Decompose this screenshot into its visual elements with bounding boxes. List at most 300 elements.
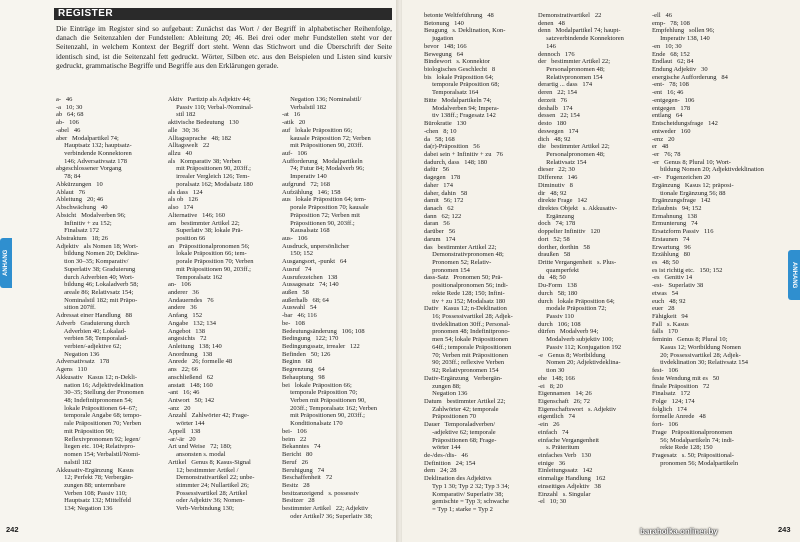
index-line: das bestimmter Artikel 22; <box>424 243 497 251</box>
index-line: -at 16 <box>282 111 301 119</box>
intro-paragraph: Die Einträge im Register sind so aufgebaut: Zunächst das Wort / der Begriff in alphabetischer Reihenfolge, danach die Seitenzahlen der Fundstellen: Ableitung 20; 46. Bei drei oder mehr Fundstellen steht vor der Seitenzahl, in welchem Kontext der Begriff dort steht. Wenn das Stichwort und die Überschrift der Seite identisch sind, ist die Seitenzahl fett gedruckt. Wörter, Silben etc. aus den Beispielen und Listen sind kursiv gedruckt, grammatische Begriffe und Begriffe aus den Erklärungen gerade. <box>56 24 392 70</box>
index-line: rekte Rede 128; 150; Infini- <box>424 289 505 297</box>
index-line: -er- Fugenzeichen 20 <box>652 174 711 182</box>
index-line: Bürokratie 130 <box>424 120 467 128</box>
index-line: Erwartung 96 <box>652 243 691 251</box>
index-line: anderer 36 <box>168 288 199 296</box>
index-line: Finalsatz 172 <box>652 390 691 398</box>
index-line: damit 56; 172 <box>424 197 464 205</box>
index-line: Adverbien 40; Lokalad- <box>56 327 127 335</box>
index-line: modale Präposition 72; <box>538 305 607 313</box>
index-line: einfach 74 <box>538 428 569 436</box>
index-line: betonte Weltfeführung 48 <box>424 12 494 19</box>
index-line: formelle Anrede 48 <box>652 413 706 421</box>
index-line: Abschwächung 40 <box>56 204 108 212</box>
index-line: Appell 138 <box>168 427 201 435</box>
index-line: Besitzer 28 <box>282 497 315 505</box>
index-line: Bedeutungsänderung 106; 108 <box>282 327 365 335</box>
index-line: -ei 8; 20 <box>538 382 563 390</box>
index-line: dann 62; 122 <box>424 212 462 220</box>
index-line: Adversativsatz 178 <box>56 358 110 366</box>
index-line: Personalpronomen 48; <box>538 66 605 74</box>
section-tab-right: ANHANG <box>788 250 800 300</box>
index-line: ab- 106 <box>56 119 79 127</box>
index-line: positionalpronomen 56; indi- <box>424 282 508 290</box>
index-line: direktes Objekt s. Akkusativ- <box>538 204 618 212</box>
index-column-2 <box>168 96 278 526</box>
index-line: Passiv 110 <box>538 313 574 321</box>
index-line: de-/des-/dis- 46 <box>424 451 468 459</box>
index-line: -chen 8; 10 <box>424 127 457 135</box>
watermark: baraholka.onliner.by <box>640 527 718 536</box>
index-line: abgeschlossener Vorgang <box>56 165 122 173</box>
index-line: Aufzählung 146; 158 <box>282 188 341 196</box>
index-line: Bedingungssatz, irrealer 122 <box>282 343 360 350</box>
index-line: Anfang 152 <box>168 312 203 320</box>
index-line: nalstil 182 <box>56 458 92 466</box>
index-line: mit Präpositionen 90, 203ff.; <box>168 265 251 273</box>
index-line: 30–35; Stellung der Pronomen <box>56 389 144 397</box>
index-line: lokale Präpositionen 64–67; <box>56 404 138 412</box>
index-line: Bekanntes 74 <box>282 443 321 451</box>
index-line: 64ff.; temporale Präpositionen <box>424 343 512 351</box>
index-line: Adjektiv als Nomen 18; Wort- <box>56 242 139 250</box>
index-line: finale Präposition 72 <box>652 382 710 390</box>
index-line: -en 10; 30 <box>652 42 682 50</box>
index-line: Aussagesatz 74; 140 <box>282 281 339 289</box>
index-line: an- 106 <box>168 281 191 289</box>
index-line: dass-Satz Pronomen 50; Prä- <box>424 274 503 282</box>
index-line: Anleitung 138; 140 <box>168 343 222 350</box>
index-line: Eigenschaft 26; 72 <box>538 397 590 405</box>
index-line: bei lokale Präposition 66; <box>282 381 352 389</box>
index-column-1 <box>56 96 164 526</box>
index-line: Befinden 50; 126 <box>282 350 331 358</box>
index-line: Antwort 50; 142 <box>168 397 215 405</box>
index-line: tivdeklination 30ff.; Personal- <box>424 320 511 328</box>
index-line: -atik 20 <box>282 119 306 127</box>
index-line: -ent- 78; 108 <box>652 81 689 89</box>
index-line: Ausgangsort, -punkt 64 <box>282 258 347 266</box>
index-line: mit Präpositionen 90, 203ff. <box>282 142 364 150</box>
index-line: liegen etc. 104; Relativpro- <box>56 443 136 451</box>
index-line: Beschaffenheit 72 <box>282 474 333 482</box>
index-line: 203ff.; Temporalsatz 162; Verben <box>282 404 378 412</box>
index-line: Adverb Graduierung durch <box>56 319 130 327</box>
index-line: deren 22; 154 <box>538 89 577 97</box>
index-line: 16; Possessivartikel 28; Adjek- <box>424 313 513 321</box>
index-line: der bestimmter Artikel 22; <box>538 58 611 66</box>
index-line: Präpositionen 68; Frage- <box>424 436 497 444</box>
index-line: bis lokale Präposition 64; <box>424 73 494 81</box>
index-line: pronomen 48; Indefinitprono- <box>424 328 510 336</box>
index-line: oder Adjektiv 36; Nomen- <box>168 497 245 505</box>
index-line: -est- Superlativ 38 <box>652 282 704 290</box>
index-line: da(r)-Präposition 56 <box>424 143 480 151</box>
index-line: 12; Perfekt 78; Verbergän- <box>56 474 134 482</box>
index-line: außerhalb 68; 64 <box>282 296 329 304</box>
section-tab-left: ANHANG <box>0 238 12 288</box>
index-line: fest- 106 <box>652 367 679 375</box>
index-line: Dauer Temporaladverben/ <box>424 421 496 429</box>
index-line: verbien 58; Temporalad- <box>56 335 129 343</box>
index-line: einmalige Handlung 162 <box>538 475 606 483</box>
index-line: ansonsten s. modal <box>168 451 226 459</box>
index-line: Behauptung 98 <box>282 373 325 381</box>
index-line: Andauerndes 76 <box>168 296 214 304</box>
index-column-4 <box>424 12 534 526</box>
index-line: Finalsatz 172 <box>56 227 99 235</box>
index-line: besitzanzeigend s. possessiv <box>282 489 359 497</box>
index-line: einfaches Verb 130 <box>538 451 591 459</box>
index-line: Hauptsatz 132; hauptsatz- <box>56 142 132 150</box>
index-line: Erstaunen 74 <box>652 235 690 243</box>
index-line: rekte Rede 128; 150 <box>652 444 713 452</box>
index-line: deshalb 174 <box>538 104 573 112</box>
index-line: -ar/-är 20 <box>168 435 196 443</box>
index-line: Abkürzungen 10 <box>56 180 103 188</box>
index-line: quamperfekt <box>538 266 579 274</box>
index-line: Personalpronomen 48; <box>538 150 605 158</box>
index-line: eigentlich 74 <box>538 413 576 421</box>
index-line: desto 180 <box>538 120 567 128</box>
index-line: oder Artikel? 36; Superlativ 38; <box>282 512 373 520</box>
index-line: euer 28 <box>652 305 675 313</box>
page-title: REGISTER <box>58 8 114 19</box>
index-line: s. Präteritum <box>538 444 580 452</box>
index-line: daher 174 <box>424 181 454 189</box>
index-line: Differenz 146 <box>538 174 578 182</box>
index-line: Ende 68; 152 <box>652 50 690 58</box>
index-line: 146 <box>538 42 556 50</box>
index-line: Entscheidungsfrage 142 <box>652 120 718 128</box>
index-line: zungen 88; unternnbare <box>56 481 126 489</box>
index-line: Ausdruck, unpersönlicher <box>282 242 350 250</box>
index-line: 146; Adversativsatz 178 <box>56 157 127 165</box>
index-line: Anrede 26; formelle 48 <box>168 358 233 366</box>
index-line: tiv + zu 152; Modalsatz 180 <box>424 297 506 305</box>
index-line: anstatt 148; 160 <box>168 381 213 389</box>
index-line: -e Genus 8; Wortbildung <box>538 351 606 359</box>
index-line: Nominalstil 182; mit Präpo- <box>56 296 138 304</box>
index-line: wörter 144 <box>424 444 461 452</box>
index-line: bestimmter Artikel 22; Adjektiv <box>282 505 369 513</box>
index-line: Endlaut 62; 84 <box>652 58 694 66</box>
index-line: Nomen 20; Adjektivdeklina- <box>538 359 621 367</box>
index-line: darüber 56 <box>424 228 456 236</box>
index-line: Abstraktum 18; 26 <box>56 234 108 242</box>
index-line: pronomen 56; Modalpartikeln <box>652 459 739 467</box>
index-line: Besitz 28 <box>282 481 310 489</box>
index-line: -es Genitiv 14 <box>652 274 693 282</box>
index-line: einige 36 <box>538 459 566 467</box>
index-line: am bestimmter Artikel 22; <box>168 219 240 227</box>
index-line: Typ 1 30; Typ 2 32; Typ 3 34; <box>424 482 510 490</box>
index-line: 48; Indefinitpronomen 54; <box>56 397 133 405</box>
index-line: denen 48 <box>538 19 565 27</box>
index-line: doch 74; 178 <box>538 220 576 228</box>
index-line: folglich 174 <box>652 405 687 413</box>
index-line: Dritte Vergangenheit s. Plus- <box>538 259 617 266</box>
index-line: dürfen Modalverb 94; <box>538 328 599 336</box>
index-line: direkte Frage 142 <box>538 197 588 205</box>
index-line: Bedingung 122; 170 <box>282 335 339 343</box>
index-line: a- 46 <box>56 96 73 103</box>
index-line: daher, dahin 58 <box>424 189 468 197</box>
index-line: Bitte Modalpartikeln 74; <box>424 96 492 104</box>
index-line: Beruf 26 <box>282 458 309 466</box>
index-line: Präposition 72; Verben mit <box>282 211 360 219</box>
index-line: biologisches Geschlecht 8 <box>424 66 496 74</box>
index-line: Modalverben 94; Impera- <box>424 104 499 112</box>
index-line: Ersatzform Passiv 116 <box>652 228 714 236</box>
index-line: Temporalsatz 162 <box>168 273 223 281</box>
index-line: dabei sein + Infinitiv + zu 76 <box>424 150 503 158</box>
index-line: euch 48; 92 <box>652 297 686 305</box>
index-line: Fall s. Kasus <box>652 320 689 328</box>
index-line: Angebot 138 <box>168 327 206 335</box>
index-line: bildung Nomen 20; Deklina- <box>56 250 140 258</box>
index-line: dieser 22; 30 <box>538 166 575 174</box>
index-line: Du-Form 138 <box>538 282 577 290</box>
index-line: Demonstrativpronomen 48; <box>424 251 504 259</box>
index-line: da 58; 168 <box>424 135 455 143</box>
index-line: Dativ-Ergänzung Verbergän- <box>424 374 503 382</box>
index-line: außen 58 <box>282 288 309 296</box>
index-line: Passiv 112; Konjugation 192 <box>538 343 622 351</box>
index-line: Komparativ/ Superlativ 38; <box>424 490 504 498</box>
index-line: mit Präpositionen 90, 203ff.; <box>168 165 251 173</box>
index-line: falls 170 <box>652 328 678 336</box>
index-line: -ant 16; 46 <box>168 389 200 397</box>
index-line: dafür 56 <box>424 166 450 174</box>
index-line: daran 56 <box>424 220 450 228</box>
index-line: kausale Präposition 72; Verben <box>282 134 371 142</box>
index-line: irrealer Vergleich 126; Tem- <box>168 173 250 181</box>
index-line: Anzahl Zahlwörter 42; Frage- <box>168 412 250 420</box>
index-line: Auswahl 54 <box>282 304 317 312</box>
index-line: Pronomen 52; Relativ- <box>424 259 492 266</box>
index-line: wörter 144 <box>168 420 205 428</box>
index-line: einseitiges Adjektiv 38 <box>538 482 601 490</box>
index-line: 78; 84 <box>56 173 81 181</box>
index-line: aber Modalpartikel 74; <box>56 134 119 142</box>
index-line: Dativ Kasus 12; n-Deklination <box>424 305 507 313</box>
index-line: poralsatz 162; Modalsatz 180 <box>168 180 253 188</box>
index-line: durch Adverbien 40; Wort- <box>56 273 135 281</box>
index-line: die bestimmter Artikel 22; <box>538 143 610 151</box>
index-line: also 174 <box>168 204 194 212</box>
index-line: dadurch, dass 148; 180 <box>424 158 488 166</box>
index-line: Verbalstil 182 <box>282 103 327 111</box>
index-line: Präpositionen 70 <box>424 413 476 421</box>
index-line: rale Präpositionen 70; Verben <box>56 420 142 428</box>
index-line: Fähigkeit 94 <box>652 313 688 321</box>
index-line: 56; Modalpartikeln 74; indi- <box>652 436 734 444</box>
index-line: Alternative 146; 160 <box>168 211 226 219</box>
index-line: dagegen 178 <box>424 174 461 182</box>
index-line: position 66 <box>168 234 206 242</box>
index-line: Ergänzung <box>538 212 575 220</box>
index-line: durch 106; 108 <box>538 320 581 328</box>
index-line: Empfehlung sollen 96; <box>652 27 715 35</box>
index-line: dorther, dorthin 58 <box>538 243 590 251</box>
index-line: temporale Präposition 70; <box>282 389 358 397</box>
index-column-6 <box>652 12 776 526</box>
index-line: Art und Weise 72; 180; <box>168 443 232 451</box>
index-line: porale Präposition 70; Verben <box>168 258 254 266</box>
index-line: -adjektive 62; temporale <box>424 428 496 436</box>
index-line: Ermunterung 74 <box>652 220 698 228</box>
index-line: Ermahnung 138 <box>652 212 697 220</box>
index-line: 150; 152 <box>282 250 314 258</box>
index-line: Negation 136; Nominalstil/ <box>282 96 362 103</box>
index-line: mit Präposition 90; <box>56 427 114 435</box>
index-line: es ist richtig etc. 150; 152 <box>652 266 723 274</box>
index-line: tion 30 <box>538 367 565 375</box>
index-line: bei- 106 <box>282 427 307 435</box>
index-line: Ableitung 20; 46 <box>56 196 104 204</box>
index-line: Akkusativ Kasus 12; n-Dekli- <box>56 373 138 381</box>
index-line: feste Wendung mit es 50 <box>652 374 720 382</box>
index-line: Adressat einer Handlung 88 <box>56 312 132 320</box>
index-line: Diminutiv 8 <box>538 181 573 189</box>
index-line: dir 48; 92 <box>538 189 567 197</box>
index-line: Konditionalsatz 170 <box>282 420 343 428</box>
index-line: feminin Genus 8; Plural 10; <box>652 336 728 344</box>
index-line: Beruhigung 74 <box>282 466 325 474</box>
index-line: auf lokale Präposition 66; <box>282 126 353 134</box>
index-line: -anz 20 <box>168 404 191 412</box>
index-line: -enz 20 <box>652 135 675 143</box>
index-line: -el 10; 30 <box>538 498 567 506</box>
index-line: aufgrund 72; 168 <box>282 180 331 188</box>
index-line: Artikel Genus 8; Kasus-Signal <box>168 458 251 466</box>
index-line: stimmter 24; Nullartikel 26; <box>168 481 249 489</box>
index-line: Relativsatz 154 <box>538 158 587 166</box>
index-line: Alltagssprache 48; 182 <box>168 134 232 142</box>
index-line: Imperativ 140 <box>282 173 327 181</box>
index-line: Datum bestimmter Artikel 22; <box>424 397 506 405</box>
index-line: 12; bestimmter Artikel / <box>168 466 239 474</box>
index-line: du 48; 50 <box>538 274 566 282</box>
index-column-5 <box>538 12 648 526</box>
index-line: einfache Vergangenheit <box>538 436 599 444</box>
index-line: Verben 108; Passiv 110; <box>56 489 127 497</box>
index-line: 134; Negation 136 <box>56 505 113 513</box>
index-line: Alltagswelt 22 <box>168 142 210 150</box>
index-line: 74; Futur 84; Modalverb 96; <box>282 165 365 173</box>
index-line: Infinitiv + zu 152; <box>56 219 112 227</box>
index-line: verbindende Konnektoren <box>56 150 132 158</box>
index-line: ehe 148; 166 <box>538 374 575 382</box>
index-line: -er Genus 8; Plural 10; Wort- <box>652 158 731 166</box>
index-line: Eigenschaftswort s. Adjektiv <box>538 405 617 413</box>
index-line: = Typ 1; starke = Typ 2 <box>424 506 493 513</box>
index-line: Kausalsatz 168 <box>282 227 330 235</box>
index-line: lokale Präposition 66; tem- <box>168 250 247 258</box>
index-line: Ablaut 76 <box>56 188 86 196</box>
index-line: stil 182 <box>168 111 196 119</box>
index-line: Beugung s. Deklination, Kon- <box>424 27 506 35</box>
index-line: Beginn 68 <box>282 358 313 366</box>
index-line: deswegen 174 <box>538 127 579 135</box>
index-line: Betonung 140 <box>424 19 464 27</box>
index-line: ab 64; 68 <box>56 111 84 119</box>
index-line: derzeit 76 <box>538 96 568 104</box>
index-line: etwas 54 <box>652 289 679 297</box>
index-line: porale Präposition 70; kausale <box>282 204 369 212</box>
index-line: Verb-Verbindung 130; <box>168 505 234 513</box>
index-line: bevor 148; 166 <box>424 42 467 50</box>
index-line: als ob 126 <box>168 196 198 204</box>
index-line: Passiv 110; Verbal-/Nominal- <box>168 103 254 111</box>
index-line: verbien/-adjektive 62; <box>56 343 122 350</box>
index-line: Einzahl s. Singular <box>538 490 591 498</box>
index-line: an Präpositionalpronomen 56; <box>168 242 250 250</box>
index-line: nomen 154; Verbalstil/Nomi- <box>56 451 141 459</box>
index-line: Kasus 12; Wortbildung Nomen <box>652 343 741 351</box>
index-line: beim 22 <box>282 435 307 443</box>
index-line: bildung 46; Lokaladverb 58; <box>56 281 139 289</box>
index-line: tivdeklination 30; Relativsatz 154 <box>652 359 749 367</box>
index-line: Relativpronomen 154 <box>538 73 603 81</box>
index-line: 92; Relativpronomen 154 <box>424 367 499 375</box>
index-line: 70; Verben mit Präpositionen <box>424 351 509 359</box>
index-line: Bindewort s. Konnektor <box>424 58 490 66</box>
index-line: allzu 40 <box>168 150 193 158</box>
index-line: dem 24; 28 <box>424 467 457 475</box>
index-line: Erlaubnis 94; 152 <box>652 204 702 212</box>
index-line: als dass 124 <box>168 188 203 196</box>
index-line: Angabe 132; 134 <box>168 319 217 327</box>
index-line: Possessivartikel 28; Artikel <box>168 489 248 497</box>
index-line: angesichts 72 <box>168 335 207 343</box>
index-line: -ent 16; 46 <box>652 89 684 97</box>
index-line: ans 22; 66 <box>168 366 198 374</box>
index-line: -er 76; 78 <box>652 150 681 158</box>
index-line: Folge 124; 174 <box>652 397 695 405</box>
index-line: dich 48; 92 <box>538 135 571 143</box>
index-line: Modalverb subjektiv 100; <box>538 336 614 344</box>
index-line: 90; 203ff.; reflexive Verben <box>424 359 505 367</box>
index-line: sition 207ff. <box>56 304 96 312</box>
index-line: danach 62 <box>424 204 454 212</box>
index-line: als Komparativ 38; Verben <box>168 157 241 165</box>
index-line: Ergänzung Kasus 12; präposi- <box>652 181 734 189</box>
index-line: Verben mit Präpositionen 90, <box>282 397 366 405</box>
index-line: Präpositionen 90, 203ff.; <box>282 219 355 227</box>
index-line: Agens 110 <box>56 366 87 374</box>
index-line: mit Präpositionen 90, 203ff.; <box>282 412 365 420</box>
index-line: pronomen 154 <box>424 266 470 274</box>
index-line: energische Aufforderung 84 <box>652 73 728 81</box>
index-line: bildung Nomen 20; Adjektivdeklination <box>652 166 764 174</box>
index-line: -bar 46; 116 <box>282 312 317 320</box>
index-line: doppelter Infinitiv 120 <box>538 228 601 236</box>
index-line: dessen 22; 154 <box>538 112 580 120</box>
index-line: Einleitungssatz 142 <box>538 467 593 475</box>
index-line: Negation 136 <box>424 390 468 398</box>
index-line: dort 52; 58 <box>538 235 570 243</box>
index-line: durch 58; 180 <box>538 289 578 297</box>
page-number-right: 243 <box>778 525 791 534</box>
index-line: tiv 138ff.; Fragesatz 142 <box>424 112 496 120</box>
index-line: Aufforderung Modalpartikeln <box>282 157 363 165</box>
index-line: Begrenzung 64 <box>282 366 325 374</box>
index-line: Temporalsatz 164 <box>424 89 479 97</box>
index-line: denn Modalpartikel 74; haupt- <box>538 27 621 35</box>
